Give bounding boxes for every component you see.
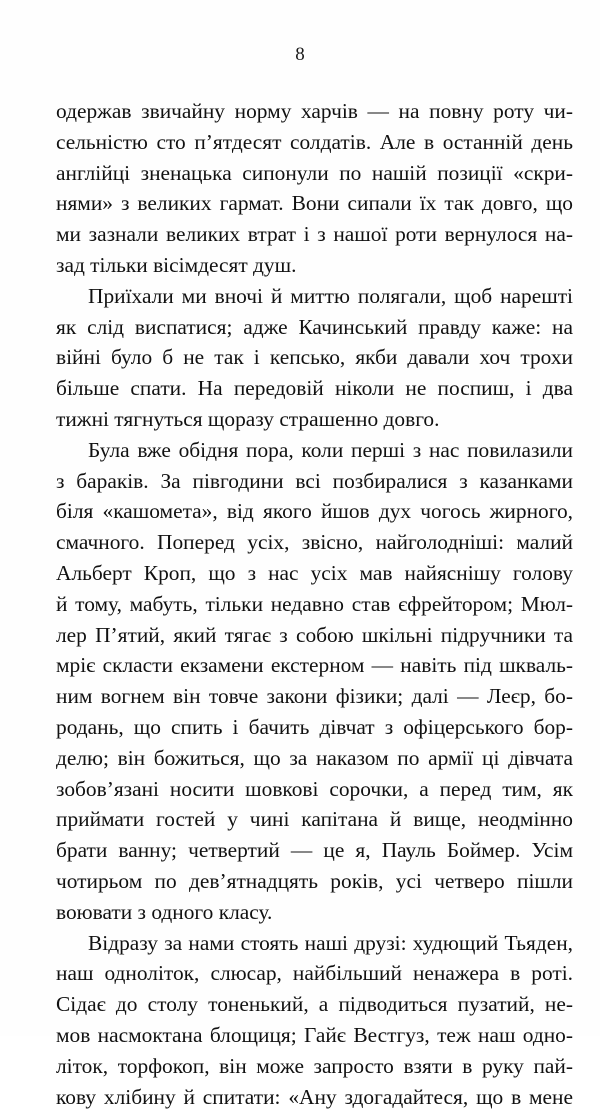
text-line: сельністю сто п’ятдесят солдатів. Але в останній день bbox=[56, 127, 573, 158]
text-line: одержав звичайну норму харчів — на повну роту чи- bbox=[56, 96, 573, 127]
text-line: чотирьом по дев’ятнадцять років, усі четверо пішли bbox=[56, 866, 573, 897]
paragraph-3 bbox=[56, 435, 573, 928]
page-body-text bbox=[56, 96, 573, 1112]
text-line: Сідає до столу тоненький, а підводиться пузатий, не- bbox=[56, 989, 573, 1020]
text-line: мріє скласти екзамени екстерном — навіть під шкваль- bbox=[56, 650, 573, 681]
text-line: делю; він божиться, що за наказом по армії ці дівчата bbox=[56, 743, 573, 774]
paragraph-2 bbox=[56, 281, 573, 435]
text-line: зобов’язані носити шовкові сорочки, а перед тим, як bbox=[56, 774, 573, 805]
text-line: англійці зненацька сипонули по нашій позиції «скри- bbox=[56, 158, 573, 189]
text-line: нями» з великих гармат. Вони сипали їх так довго, що bbox=[56, 188, 573, 219]
text-line: літок, торфокоп, він може запросто взяти в руку пай- bbox=[56, 1051, 573, 1082]
text-line: біля «кашомета», від якого йшов дух чогось жирного, bbox=[56, 496, 573, 527]
text-line: зад тільки вісімдесят душ. bbox=[56, 250, 573, 281]
text-line: смачного. Поперед усіх, звісно, найголодніші: малий bbox=[56, 527, 573, 558]
text-line: й тому, мабуть, тільки недавно став єфрейтором; Мюл- bbox=[56, 589, 573, 620]
text-line: мов насмоктана блощиця; Гайє Вестгуз, теж наш одно- bbox=[56, 1020, 573, 1051]
text-line: приймати гостей у чині капітана й вище, неодмінно bbox=[56, 804, 573, 835]
text-line: Була вже обідня пора, коли перші з нас повилазили bbox=[56, 435, 573, 466]
text-line: родань, що спить і бачить дівчат з офіцерського бор- bbox=[56, 712, 573, 743]
paragraph-4 bbox=[56, 928, 573, 1112]
paragraph-1 bbox=[56, 96, 573, 281]
text-line: лер П’ятий, який тягає з собою шкільні підручники та bbox=[56, 620, 573, 651]
page-number: 8 bbox=[0, 44, 600, 66]
text-line: війні було б не так і кепсько, якби давали хоч трохи bbox=[56, 342, 573, 373]
text-line: як слід виспатися; адже Качинський правду каже: на bbox=[56, 312, 573, 343]
text-line: наш одноліток, слюсар, найбільший ненажера в роті. bbox=[56, 958, 573, 989]
text-line: Приїхали ми вночі й миттю полягали, щоб нарешті bbox=[56, 281, 573, 312]
text-line: ним вогнем він товче закони фізики; далі — Леєр, бо- bbox=[56, 681, 573, 712]
text-line: Альберт Кроп, що з нас усіх мав найяснішу голову bbox=[56, 558, 573, 589]
text-line: воювати з одного класу. bbox=[56, 897, 573, 928]
text-line: тижні тягнуться щоразу страшенно довго. bbox=[56, 404, 573, 435]
text-line: кову хлібину й спитати: «Ану здогадайтеся, що в мене bbox=[56, 1082, 573, 1112]
text-line: більше спати. На передовій ніколи не поспиш, і два bbox=[56, 373, 573, 404]
text-line: ми зазнали великих втрат і з нашої роти вернулося на- bbox=[56, 219, 573, 250]
text-line: з бараків. За півгодини всі позбиралися з казанками bbox=[56, 466, 573, 497]
text-line: брати ванну; четвертий — це я, Пауль Боймер. Усім bbox=[56, 835, 573, 866]
text-line: Відразу за нами стоять наші друзі: худющий Тьяден, bbox=[56, 928, 573, 959]
